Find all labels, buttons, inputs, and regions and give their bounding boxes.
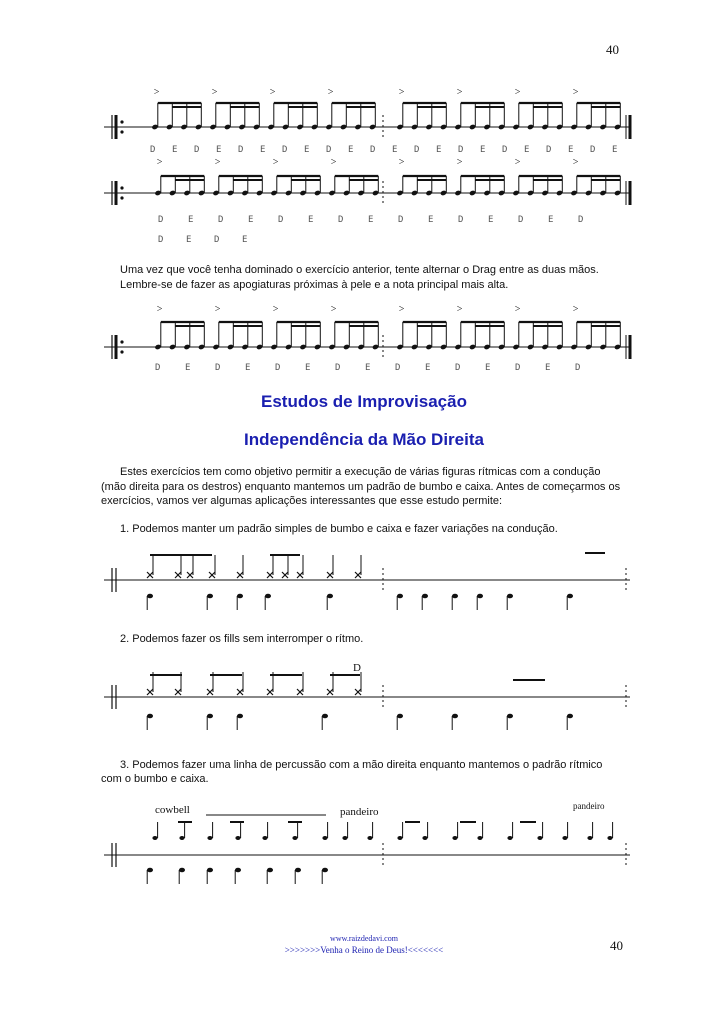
sticking-mark: E bbox=[480, 145, 486, 155]
repeat-dot bbox=[120, 186, 123, 189]
intro-line-3: exercícios, vamos ver algumas aplicações interessantes que esse estudo permite: bbox=[101, 495, 503, 507]
sticking-mark: D bbox=[326, 145, 332, 155]
sticking-mark: E bbox=[485, 363, 491, 373]
sticking-mark: E bbox=[245, 363, 251, 373]
accent-mark: > bbox=[456, 87, 463, 98]
sticking-mark: D bbox=[546, 145, 552, 155]
accent-mark: > bbox=[153, 87, 160, 98]
sticking-mark: E bbox=[186, 235, 192, 245]
notehead bbox=[422, 836, 427, 840]
sticking-mark: E bbox=[216, 145, 222, 155]
drag-paragraph-line-2: Lembre-se de fazer as apogiaturas próximas à pele e a nota principal mais alta. bbox=[120, 279, 509, 291]
sticking-mark: D bbox=[278, 215, 284, 225]
notehead bbox=[147, 594, 153, 599]
intro-line-2: (mão direita para os destros) enquanto mantemos um padrão de bumbo e caixa. Antes de começarmos os bbox=[101, 481, 621, 493]
footer-slogan: >>>>>>>Venha o Reino de Deus!<<<<<<< bbox=[284, 945, 444, 955]
sticking-mark: E bbox=[305, 363, 311, 373]
sticking-mark: E bbox=[392, 145, 398, 155]
sticking-mark: D bbox=[338, 215, 344, 225]
sticking-mark: D bbox=[590, 145, 596, 155]
sticking-mark: D bbox=[150, 145, 156, 155]
sticking-mark: D bbox=[578, 215, 584, 225]
notehead bbox=[507, 836, 512, 840]
notehead bbox=[587, 836, 592, 840]
section-subtitle: Independência da Mão Direita bbox=[244, 430, 484, 449]
page-number-bottom: 40 bbox=[610, 938, 623, 953]
sticking-mark: D bbox=[155, 363, 161, 373]
repeat-dot bbox=[120, 350, 123, 353]
notehead bbox=[179, 836, 184, 840]
notehead bbox=[507, 594, 513, 599]
notehead bbox=[322, 868, 328, 873]
repeat-dot bbox=[120, 340, 123, 343]
accent-mark: > bbox=[514, 157, 521, 168]
sticking-mark: D bbox=[518, 215, 524, 225]
sticking-mark: D bbox=[414, 145, 420, 155]
page-number-top: 40 bbox=[606, 42, 619, 57]
sticking-mark: E bbox=[308, 215, 314, 225]
sticking-mark: E bbox=[348, 145, 354, 155]
notehead bbox=[322, 714, 328, 719]
repeat-dot bbox=[120, 120, 123, 123]
notehead bbox=[537, 836, 542, 840]
accent-mark: > bbox=[272, 304, 279, 315]
sticking-mark: E bbox=[260, 145, 266, 155]
accent-mark: > bbox=[456, 304, 463, 315]
accent-mark: > bbox=[572, 157, 579, 168]
notehead bbox=[207, 836, 212, 840]
notehead bbox=[452, 836, 457, 840]
accent-mark: > bbox=[514, 304, 521, 315]
sticking-mark: D bbox=[515, 363, 521, 373]
section-title: Estudos de Improvisação bbox=[261, 392, 467, 411]
notehead bbox=[562, 836, 567, 840]
sticking-mark: D bbox=[194, 145, 200, 155]
sticking-mark: E bbox=[524, 145, 530, 155]
sticking-mark: E bbox=[428, 215, 434, 225]
accent-mark: > bbox=[211, 87, 218, 98]
sticking-mark: E bbox=[488, 215, 494, 225]
cowbell-label: cowbell bbox=[155, 804, 190, 816]
list-item-3-line-2: com o bumbo e caixa. bbox=[101, 773, 209, 785]
sticking-mark: D bbox=[455, 363, 461, 373]
notehead bbox=[267, 868, 273, 873]
pandeiro-label: pandeiro bbox=[340, 806, 379, 818]
sticking-mark: D bbox=[370, 145, 376, 155]
sticking-mark: D bbox=[214, 235, 220, 245]
accent-mark: > bbox=[398, 87, 405, 98]
sticking-mark: D bbox=[275, 363, 281, 373]
repeat-dot bbox=[120, 196, 123, 199]
notehead bbox=[567, 714, 573, 719]
list-item-2: 2. Podemos fazer os fills sem interromper o rítmo. bbox=[120, 633, 364, 645]
accent-mark: > bbox=[398, 157, 405, 168]
accent-mark: > bbox=[330, 304, 337, 315]
accent-mark: > bbox=[272, 157, 279, 168]
notehead bbox=[607, 836, 612, 840]
repeat-dot bbox=[120, 130, 123, 133]
notehead bbox=[207, 594, 213, 599]
notehead bbox=[322, 836, 327, 840]
sticking-mark: D bbox=[458, 145, 464, 155]
accent-mark: > bbox=[398, 304, 405, 315]
sticking-mark: D bbox=[335, 363, 341, 373]
accent-mark: > bbox=[269, 87, 276, 98]
list-item-1: 1. Podemos manter um padrão simples de bumbo e caixa e fazer variações na condução. bbox=[120, 523, 558, 535]
notehead bbox=[235, 868, 241, 873]
accent-mark: > bbox=[330, 157, 337, 168]
accent-mark: > bbox=[456, 157, 463, 168]
notehead bbox=[265, 594, 271, 599]
notehead bbox=[422, 594, 428, 599]
sticking-mark: D bbox=[215, 363, 221, 373]
notehead bbox=[147, 714, 153, 719]
sticking-mark: D bbox=[458, 215, 464, 225]
sticking-mark: E bbox=[188, 215, 194, 225]
notehead bbox=[207, 714, 213, 719]
notehead bbox=[397, 836, 402, 840]
sticking-mark: E bbox=[304, 145, 310, 155]
sticking-mark: E bbox=[568, 145, 574, 155]
pandeiro-label-small: pandeiro bbox=[573, 801, 605, 811]
sticking-mark: D bbox=[398, 215, 404, 225]
notehead bbox=[179, 868, 185, 873]
sticking-mark: E bbox=[365, 363, 371, 373]
sticking-mark: E bbox=[242, 235, 248, 245]
accent-mark: > bbox=[572, 87, 579, 98]
notehead bbox=[327, 594, 333, 599]
sticking-mark: E bbox=[548, 215, 554, 225]
notehead bbox=[477, 836, 482, 840]
accent-mark: > bbox=[572, 304, 579, 315]
drag-paragraph-line-1: Uma vez que você tenha dominado o exercício anterior, tente alternar o Drag entre as duas mãos. bbox=[120, 264, 599, 276]
notehead bbox=[237, 714, 243, 719]
accent-mark: > bbox=[214, 304, 221, 315]
sticking-mark: D bbox=[158, 215, 164, 225]
notehead bbox=[477, 594, 483, 599]
notehead bbox=[507, 714, 513, 719]
notehead bbox=[397, 714, 403, 719]
notehead bbox=[152, 836, 157, 840]
accent-mark: > bbox=[214, 157, 221, 168]
accent-mark: > bbox=[156, 157, 163, 168]
sticking-mark: D bbox=[502, 145, 508, 155]
notehead bbox=[147, 868, 153, 873]
list-item-3-line-1: 3. Podemos fazer uma linha de percussão com a mão direita enquanto mantemos o padrão rítmico bbox=[120, 759, 603, 771]
sticking-mark: E bbox=[545, 363, 551, 373]
notehead bbox=[237, 594, 243, 599]
footer-url: www.raizdedavi.com bbox=[330, 934, 398, 943]
d-mark: D bbox=[353, 662, 361, 674]
notehead bbox=[367, 836, 372, 840]
sticking-mark: E bbox=[436, 145, 442, 155]
accent-mark: > bbox=[514, 87, 521, 98]
sticking-mark: D bbox=[282, 145, 288, 155]
notehead bbox=[452, 594, 458, 599]
sticking-mark: E bbox=[425, 363, 431, 373]
sticking-mark: E bbox=[368, 215, 374, 225]
sticking-mark: E bbox=[612, 145, 618, 155]
sticking-mark: E bbox=[185, 363, 191, 373]
sticking-mark: E bbox=[172, 145, 178, 155]
sticking-mark: D bbox=[238, 145, 244, 155]
notehead bbox=[292, 836, 297, 840]
sticking-mark: D bbox=[395, 363, 401, 373]
notehead bbox=[262, 836, 267, 840]
notehead bbox=[207, 868, 213, 873]
intro-line-1: Estes exercícios tem como objetivo permitir a execução de várias figuras rítmicas com a condução bbox=[120, 466, 601, 478]
sticking-mark: D bbox=[575, 363, 581, 373]
accent-mark: > bbox=[327, 87, 334, 98]
sticking-mark: D bbox=[158, 235, 164, 245]
sticking-mark: E bbox=[248, 215, 254, 225]
notehead bbox=[342, 836, 347, 840]
notehead bbox=[235, 836, 240, 840]
notehead bbox=[452, 714, 458, 719]
notehead bbox=[295, 868, 301, 873]
notehead bbox=[567, 594, 573, 599]
accent-mark: > bbox=[156, 304, 163, 315]
notehead bbox=[397, 594, 403, 599]
sticking-mark: D bbox=[218, 215, 224, 225]
